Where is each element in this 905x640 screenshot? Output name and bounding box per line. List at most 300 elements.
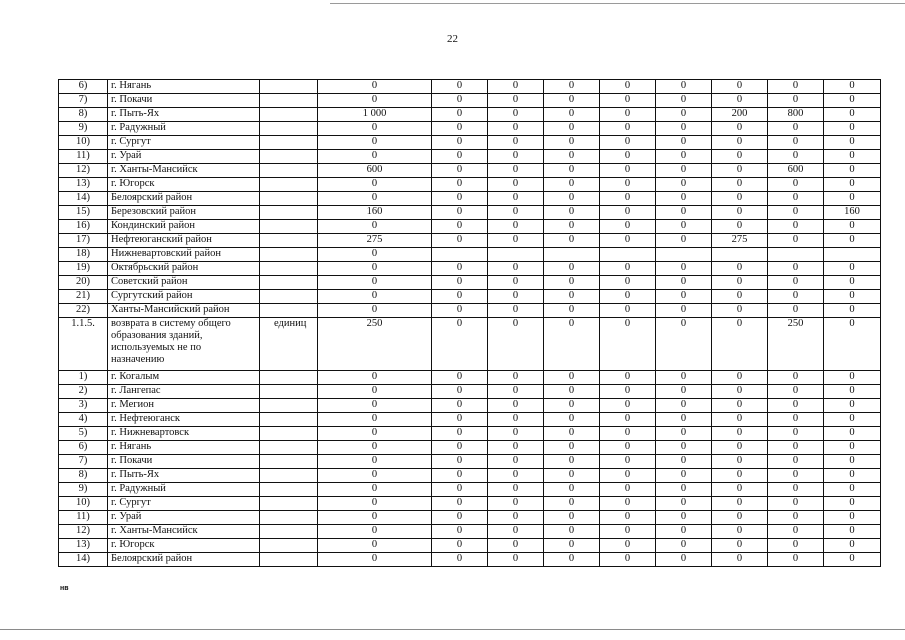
value-cell: 0: [768, 262, 824, 276]
value-cell: 0: [824, 164, 881, 178]
row-unit: [260, 427, 318, 441]
value-cell: 0: [656, 122, 712, 136]
value-cell: 0: [768, 553, 824, 567]
row-unit: [260, 290, 318, 304]
value-cell: 0: [544, 399, 600, 413]
value-cell: 0: [712, 80, 768, 94]
value-cell: 0: [656, 441, 712, 455]
value-cell: 0: [824, 234, 881, 248]
row-unit: [260, 525, 318, 539]
row-name: Сургутский район: [108, 290, 260, 304]
value-cell: 0: [600, 483, 656, 497]
value-cell: 0: [824, 469, 881, 483]
value-cell: 0: [600, 206, 656, 220]
value-cell: 0: [432, 385, 488, 399]
value-cell: 0: [318, 80, 432, 94]
row-unit: [260, 136, 318, 150]
value-cell: 0: [318, 304, 432, 318]
value-cell: 0: [488, 276, 544, 290]
value-cell: 0: [432, 136, 488, 150]
row-unit: [260, 455, 318, 469]
value-cell: 0: [824, 413, 881, 427]
value-cell: 0: [824, 136, 881, 150]
table-row: [59, 318, 881, 371]
row-name: г. Урай: [108, 150, 260, 164]
scan-edge-top: [330, 3, 905, 4]
table-row: [59, 122, 881, 136]
value-cell: 0: [488, 304, 544, 318]
value-cell: 0: [432, 94, 488, 108]
row-name: Октябрьский район: [108, 262, 260, 276]
value-cell: 0: [318, 511, 432, 525]
value-cell: 0: [432, 220, 488, 234]
row-name: Советский район: [108, 276, 260, 290]
table-row: [59, 136, 881, 150]
value-cell: 0: [318, 399, 432, 413]
value-cell: 0: [544, 483, 600, 497]
value-cell: 0: [768, 220, 824, 234]
row-unit: [260, 206, 318, 220]
value-cell: 0: [544, 455, 600, 469]
value-cell: 0: [600, 553, 656, 567]
row-unit: [260, 539, 318, 553]
row-number: 18): [59, 248, 108, 262]
value-cell: 0: [656, 318, 712, 371]
value-cell: 0: [656, 80, 712, 94]
value-cell: 0: [432, 427, 488, 441]
table-row: [59, 385, 881, 399]
value-cell: 0: [824, 483, 881, 497]
value-cell: 0: [544, 122, 600, 136]
table-row: [59, 290, 881, 304]
value-cell: 0: [544, 318, 600, 371]
value-cell: 0: [432, 371, 488, 385]
value-cell: 0: [600, 511, 656, 525]
value-cell: 0: [768, 136, 824, 150]
value-cell: [488, 248, 544, 262]
row-name: г. Нижневартовск: [108, 427, 260, 441]
value-cell: 0: [318, 192, 432, 206]
value-cell: 0: [488, 164, 544, 178]
value-cell: 0: [488, 399, 544, 413]
value-cell: 0: [544, 511, 600, 525]
table-row: [59, 371, 881, 385]
value-cell: [768, 248, 824, 262]
row-unit: [260, 497, 318, 511]
row-number: 12): [59, 525, 108, 539]
row-number: 7): [59, 94, 108, 108]
table-row: [59, 262, 881, 276]
value-cell: 0: [712, 136, 768, 150]
value-cell: 0: [544, 136, 600, 150]
value-cell: 0: [768, 80, 824, 94]
value-cell: 0: [432, 525, 488, 539]
value-cell: 0: [768, 206, 824, 220]
value-cell: 0: [600, 108, 656, 122]
row-name: г. Югорск: [108, 178, 260, 192]
value-cell: 0: [488, 318, 544, 371]
value-cell: 0: [432, 108, 488, 122]
value-cell: 0: [600, 192, 656, 206]
value-cell: 0: [712, 427, 768, 441]
value-cell: 0: [824, 399, 881, 413]
value-cell: 0: [768, 483, 824, 497]
value-cell: 0: [318, 469, 432, 483]
row-number: 13): [59, 178, 108, 192]
row-unit: [260, 469, 318, 483]
row-unit: [260, 164, 318, 178]
value-cell: 0: [488, 441, 544, 455]
value-cell: 0: [488, 206, 544, 220]
table-row: [59, 304, 881, 318]
value-cell: 0: [712, 483, 768, 497]
value-cell: 0: [544, 276, 600, 290]
value-cell: 0: [488, 220, 544, 234]
value-cell: 0: [824, 262, 881, 276]
row-name: г. Ханты-Мансийск: [108, 525, 260, 539]
value-cell: 0: [768, 178, 824, 192]
value-cell: 0: [600, 441, 656, 455]
value-cell: [544, 248, 600, 262]
row-number: 15): [59, 206, 108, 220]
value-cell: 0: [824, 539, 881, 553]
value-cell: 0: [656, 413, 712, 427]
value-cell: 0: [600, 150, 656, 164]
value-cell: 0: [432, 441, 488, 455]
row-number: 21): [59, 290, 108, 304]
value-cell: 0: [544, 80, 600, 94]
value-cell: 0: [768, 94, 824, 108]
value-cell: 0: [712, 441, 768, 455]
row-name: г. Нягань: [108, 80, 260, 94]
value-cell: 0: [824, 511, 881, 525]
value-cell: 0: [656, 150, 712, 164]
row-number: 11): [59, 511, 108, 525]
value-cell: 0: [488, 525, 544, 539]
value-cell: 0: [656, 178, 712, 192]
row-name: г. Сургут: [108, 497, 260, 511]
value-cell: 0: [712, 164, 768, 178]
value-cell: [712, 248, 768, 262]
value-cell: 0: [488, 483, 544, 497]
value-cell: 0: [656, 192, 712, 206]
value-cell: 0: [712, 385, 768, 399]
row-number: 14): [59, 192, 108, 206]
row-name: Белоярский район: [108, 192, 260, 206]
row-name: г. Сургут: [108, 136, 260, 150]
value-cell: 0: [600, 164, 656, 178]
value-cell: 0: [318, 427, 432, 441]
row-name: г. Когалым: [108, 371, 260, 385]
value-cell: 0: [768, 371, 824, 385]
row-name: г. Ханты-Мансийск: [108, 164, 260, 178]
value-cell: 0: [544, 164, 600, 178]
value-cell: 0: [768, 234, 824, 248]
row-name: г. Нефтеюганск: [108, 413, 260, 427]
row-number: 4): [59, 413, 108, 427]
value-cell: 0: [432, 511, 488, 525]
value-cell: 0: [600, 178, 656, 192]
value-cell: 0: [712, 220, 768, 234]
value-cell: 0: [656, 108, 712, 122]
value-cell: 0: [600, 399, 656, 413]
row-name: г. Покачи: [108, 455, 260, 469]
table-row: [59, 525, 881, 539]
value-cell: 0: [544, 469, 600, 483]
value-cell: 0: [656, 525, 712, 539]
row-number: 14): [59, 553, 108, 567]
value-cell: 0: [432, 122, 488, 136]
row-number: 12): [59, 164, 108, 178]
row-unit: [260, 80, 318, 94]
value-cell: 0: [824, 192, 881, 206]
row-name: г. Лангепас: [108, 385, 260, 399]
row-name: Нижневартовский район: [108, 248, 260, 262]
value-cell: 0: [432, 80, 488, 94]
value-cell: 0: [488, 497, 544, 511]
value-cell: 0: [712, 122, 768, 136]
value-cell: 0: [656, 539, 712, 553]
row-number: 8): [59, 108, 108, 122]
table-row: [59, 276, 881, 290]
value-cell: 0: [318, 150, 432, 164]
value-cell: 0: [432, 483, 488, 497]
row-name: г. Урай: [108, 511, 260, 525]
value-cell: 0: [656, 497, 712, 511]
value-cell: 0: [488, 80, 544, 94]
value-cell: 0: [600, 290, 656, 304]
value-cell: 0: [600, 497, 656, 511]
value-cell: 0: [432, 234, 488, 248]
row-name: г. Радужный: [108, 122, 260, 136]
value-cell: 0: [600, 234, 656, 248]
value-cell: 0: [318, 220, 432, 234]
value-cell: 0: [768, 276, 824, 290]
table-row: [59, 497, 881, 511]
value-cell: 600: [768, 164, 824, 178]
row-number: 1.1.5.: [59, 318, 108, 371]
value-cell: 0: [768, 427, 824, 441]
value-cell: 0: [656, 206, 712, 220]
value-cell: 0: [544, 497, 600, 511]
row-number: 10): [59, 497, 108, 511]
row-name: Кондинский район: [108, 220, 260, 234]
value-cell: 0: [824, 122, 881, 136]
value-cell: 0: [544, 150, 600, 164]
value-cell: 0: [712, 413, 768, 427]
value-cell: 0: [488, 94, 544, 108]
value-cell: [600, 248, 656, 262]
row-unit: [260, 483, 318, 497]
value-cell: 0: [318, 455, 432, 469]
table-row: [59, 511, 881, 525]
row-unit: [260, 385, 318, 399]
value-cell: 0: [544, 234, 600, 248]
value-cell: 0: [318, 553, 432, 567]
value-cell: 0: [488, 234, 544, 248]
table-row: [59, 469, 881, 483]
value-cell: 0: [600, 469, 656, 483]
value-cell: 0: [712, 539, 768, 553]
table-row: [59, 164, 881, 178]
value-cell: 0: [656, 220, 712, 234]
value-cell: 0: [824, 553, 881, 567]
value-cell: 0: [656, 553, 712, 567]
row-name: Ханты-Мансийский район: [108, 304, 260, 318]
page-number: 22: [447, 33, 458, 45]
value-cell: 0: [544, 220, 600, 234]
value-cell: 0: [600, 371, 656, 385]
table-row: [59, 192, 881, 206]
value-cell: 275: [318, 234, 432, 248]
table-row: [59, 94, 881, 108]
value-cell: 0: [656, 234, 712, 248]
value-cell: 0: [768, 150, 824, 164]
row-number: 9): [59, 122, 108, 136]
row-unit: [260, 262, 318, 276]
value-cell: 0: [824, 290, 881, 304]
value-cell: 0: [488, 511, 544, 525]
value-cell: 0: [544, 94, 600, 108]
value-cell: [656, 248, 712, 262]
value-cell: 0: [544, 441, 600, 455]
value-cell: 0: [768, 122, 824, 136]
value-cell: 0: [432, 206, 488, 220]
value-cell: 0: [712, 399, 768, 413]
value-cell: 160: [824, 206, 881, 220]
value-cell: 0: [768, 525, 824, 539]
value-cell: 0: [318, 94, 432, 108]
value-cell: 0: [824, 108, 881, 122]
row-unit: [260, 248, 318, 262]
value-cell: 0: [656, 399, 712, 413]
value-cell: 0: [768, 290, 824, 304]
row-number: 17): [59, 234, 108, 248]
value-cell: 0: [544, 539, 600, 553]
value-cell: 0: [432, 413, 488, 427]
value-cell: 0: [432, 497, 488, 511]
value-cell: 0: [544, 192, 600, 206]
value-cell: 0: [600, 94, 656, 108]
value-cell: 0: [712, 553, 768, 567]
value-cell: 0: [824, 441, 881, 455]
value-cell: 0: [600, 318, 656, 371]
value-cell: 0: [488, 371, 544, 385]
row-unit: [260, 234, 318, 248]
value-cell: 0: [824, 525, 881, 539]
value-cell: 250: [318, 318, 432, 371]
value-cell: 0: [432, 192, 488, 206]
table-row: [59, 455, 881, 469]
value-cell: 0: [656, 511, 712, 525]
table-row: [59, 413, 881, 427]
value-cell: 0: [544, 290, 600, 304]
value-cell: 0: [712, 290, 768, 304]
value-cell: 0: [600, 427, 656, 441]
value-cell: 0: [432, 455, 488, 469]
table-row: [59, 399, 881, 413]
row-unit: [260, 150, 318, 164]
value-cell: 0: [656, 455, 712, 469]
value-cell: 0: [824, 371, 881, 385]
value-cell: 0: [544, 371, 600, 385]
value-cell: 0: [712, 262, 768, 276]
value-cell: 0: [544, 262, 600, 276]
row-number: 22): [59, 304, 108, 318]
value-cell: 0: [318, 178, 432, 192]
value-cell: 0: [318, 441, 432, 455]
value-cell: 0: [488, 553, 544, 567]
table-body: [59, 80, 881, 567]
value-cell: 0: [432, 178, 488, 192]
row-name: г. Нягань: [108, 441, 260, 455]
value-cell: 275: [712, 234, 768, 248]
value-cell: 0: [712, 371, 768, 385]
value-cell: 0: [768, 511, 824, 525]
row-number: 6): [59, 441, 108, 455]
value-cell: 0: [600, 136, 656, 150]
row-number: 10): [59, 136, 108, 150]
value-cell: 0: [712, 497, 768, 511]
value-cell: 0: [488, 455, 544, 469]
value-cell: 0: [488, 469, 544, 483]
row-name: г. Пыть-Ях: [108, 469, 260, 483]
value-cell: 1 000: [318, 108, 432, 122]
value-cell: 0: [656, 164, 712, 178]
value-cell: 0: [318, 483, 432, 497]
value-cell: 0: [432, 262, 488, 276]
value-cell: 160: [318, 206, 432, 220]
value-cell: 0: [600, 220, 656, 234]
row-number: 11): [59, 150, 108, 164]
value-cell: 0: [600, 276, 656, 290]
value-cell: 0: [768, 497, 824, 511]
value-cell: 0: [712, 525, 768, 539]
value-cell: 0: [318, 248, 432, 262]
value-cell: 250: [768, 318, 824, 371]
row-number: 19): [59, 262, 108, 276]
row-unit: [260, 511, 318, 525]
row-number: 1): [59, 371, 108, 385]
value-cell: 0: [824, 220, 881, 234]
value-cell: 0: [488, 136, 544, 150]
row-unit: [260, 553, 318, 567]
value-cell: 0: [712, 192, 768, 206]
row-unit: [260, 220, 318, 234]
value-cell: 0: [488, 178, 544, 192]
value-cell: 0: [318, 290, 432, 304]
row-unit: единиц: [260, 318, 318, 371]
value-cell: 0: [544, 413, 600, 427]
value-cell: 0: [824, 318, 881, 371]
row-unit: [260, 441, 318, 455]
value-cell: 0: [432, 290, 488, 304]
value-cell: 600: [318, 164, 432, 178]
value-cell: 0: [768, 304, 824, 318]
row-unit: [260, 304, 318, 318]
value-cell: 0: [488, 108, 544, 122]
value-cell: 0: [318, 413, 432, 427]
table-row: [59, 206, 881, 220]
table-row: [59, 483, 881, 497]
value-cell: 0: [768, 192, 824, 206]
value-cell: 0: [600, 385, 656, 399]
value-cell: 0: [712, 206, 768, 220]
value-cell: 0: [544, 553, 600, 567]
value-cell: 0: [824, 276, 881, 290]
value-cell: 0: [488, 192, 544, 206]
value-cell: 0: [600, 80, 656, 94]
